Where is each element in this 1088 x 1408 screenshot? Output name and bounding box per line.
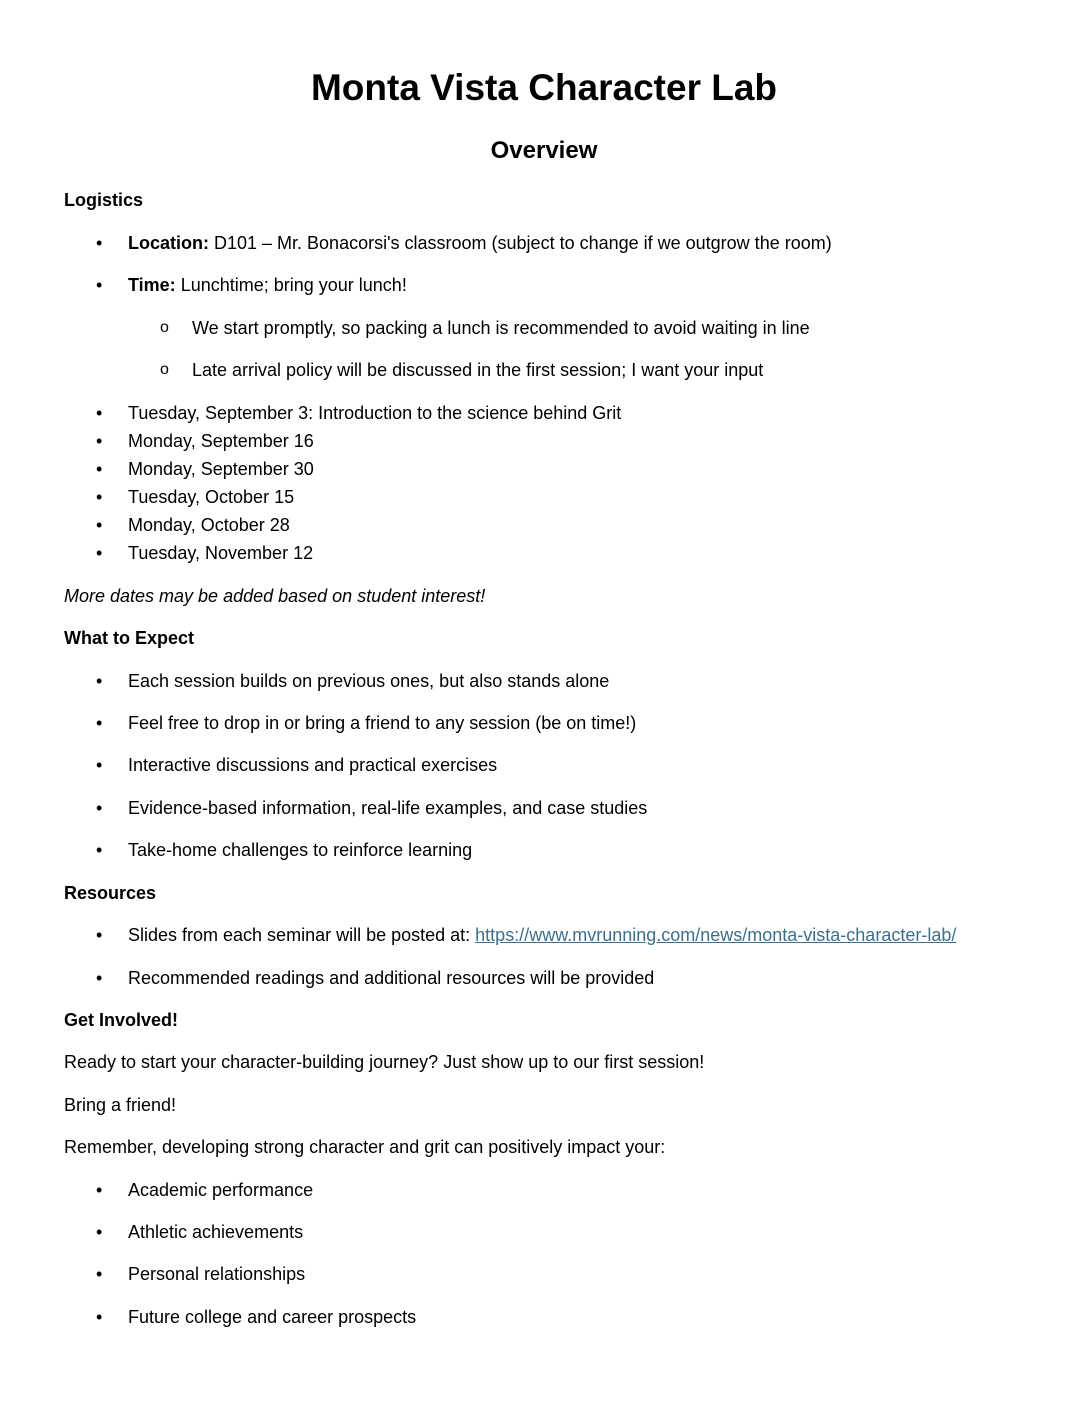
bullet-icon [96,274,102,296]
bullet-icon [96,430,102,452]
expect-item: Feel free to drop in or bring a friend to any session (be on time!) [128,713,637,733]
time-label: Time: [128,275,176,295]
bullet-icon [96,514,102,536]
logistics-heading: Logistics [64,190,144,210]
bullet-icon [96,670,102,692]
date-item: Tuesday, November 12 [128,543,314,563]
bullet-icon [96,542,102,564]
impact-item: Future college and career prospects [128,1307,417,1327]
bullet-icon [96,712,102,734]
bullet-icon [96,1179,102,1201]
slides-text: Slides from each seminar will be posted at: [128,925,476,945]
bullet-icon [96,754,102,776]
involved-paragraph: Ready to start your character-building journey? Just show up to our first session! [64,1052,705,1072]
bullet-icon [96,797,102,819]
time-text: Lunchtime; bring your lunch! [175,275,407,295]
involved-heading: Get Involved! [64,1010,179,1030]
bullet-icon [96,1221,102,1243]
slides-item [128,924,956,946]
date-item: Monday, September 30 [128,459,314,479]
sub-item: Late arrival policy will be discussed in the first session; I want your input [192,360,764,380]
bullet-icon [96,1263,102,1285]
date-item: Tuesday, September 3: Introduction to the science behind Grit [128,403,622,423]
readings-item: Recommended readings and additional resources will be provided [128,968,655,988]
document-subtitle: Overview [490,137,598,164]
time-item [128,274,407,296]
expect-item: Evidence-based information, real-life examples, and case studies [128,798,648,818]
bullet-icon [96,458,102,480]
expect-heading: What to Expect [64,628,195,648]
dates-note: More dates may be added based on student interest! [64,586,486,606]
bullet-icon [96,486,102,508]
date-item: Tuesday, October 15 [128,487,295,507]
bullet-icon [96,967,102,989]
sub-bullet-icon: o [160,361,169,378]
date-item: Monday, October 28 [128,515,290,535]
slides-link[interactable]: https://www.mvrunning.com/news/monta-vista-character-lab/ [475,925,957,945]
document-title: Monta Vista Character Lab [310,67,778,108]
sub-bullet-icon: o [160,319,169,336]
location-text: D101 – Mr. Bonacorsi's classroom (subject to change if we outgrow the room) [209,233,832,253]
involved-paragraph: Remember, developing strong character and grit can positively impact your: [64,1137,666,1157]
bullet-icon [96,924,102,946]
date-item: Monday, September 16 [128,431,314,451]
impact-item: Personal relationships [128,1264,306,1284]
bullet-icon [96,402,102,424]
expect-item: Take-home challenges to reinforce learning [128,840,473,860]
bullet-icon [96,1306,102,1328]
bullet-icon [96,232,102,254]
expect-item: Each session builds on previous ones, but also stands alone [128,671,610,691]
resources-heading: Resources [64,883,157,903]
impact-item: Athletic achievements [128,1222,304,1242]
location-label: Location: [128,233,209,253]
sub-item: We start promptly, so packing a lunch is recommended to avoid waiting in line [192,318,810,338]
expect-item: Interactive discussions and practical exercises [128,755,498,775]
bullet-icon [96,839,102,861]
location-item [128,232,832,254]
involved-paragraph: Bring a friend! [64,1095,177,1115]
impact-item: Academic performance [128,1180,314,1200]
